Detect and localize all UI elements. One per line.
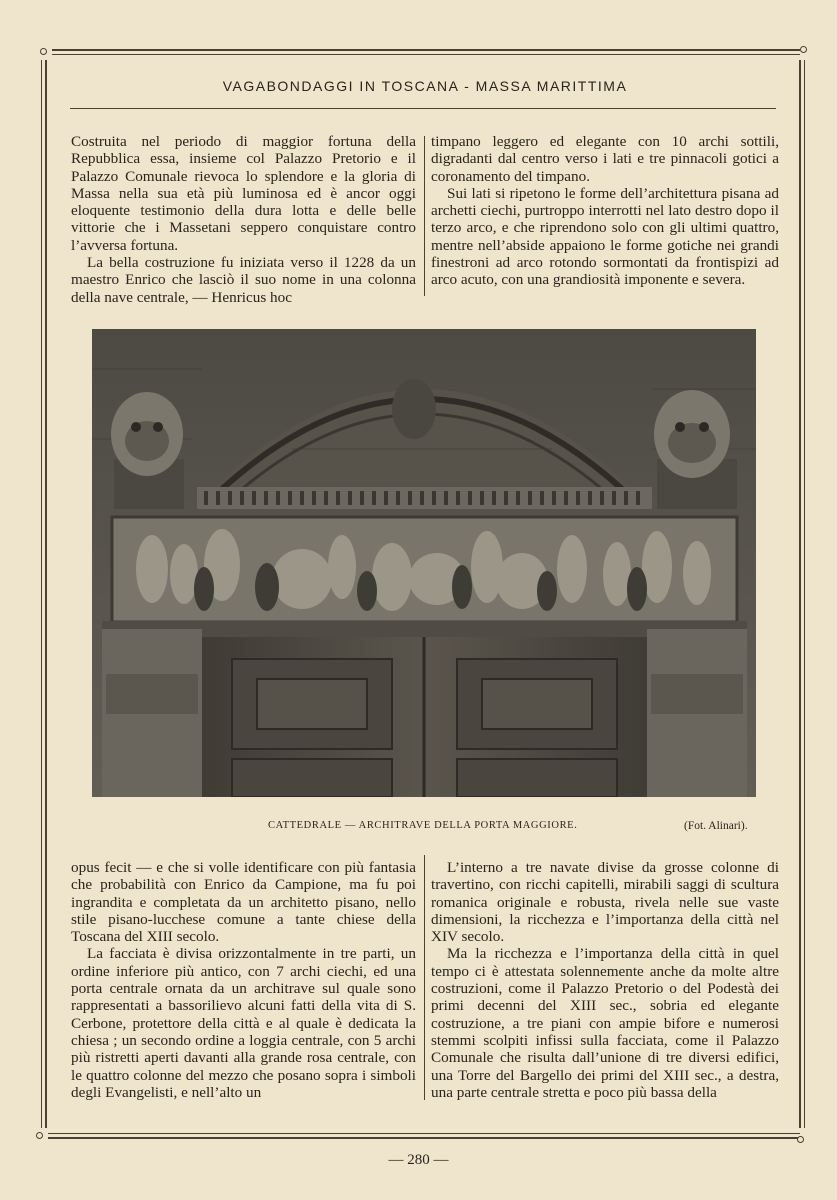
frame-right-rule-thin [804,60,805,1128]
architrave-photo-illustration [92,329,756,797]
header-rule [70,108,776,109]
paragraph: Sui lati si ripetono le forme dell’architettura pisana ad archetti ciechi, purtroppo interrotti nel lato destro dopo il terzo arco, e che riprendono solo con gli ultimi quattro, mentre nell’abside appaiono le forme gotiche nei grandi finestroni ad arco rotondo sormontati da frontispizi ad arco acuto, con una grandiosità imponente e severa. [431,184,779,289]
paragraph: L’interno a tre navate divise da grosse colonne di travertino, con ricchi capitelli, mirabili saggi di scultura romanica originale e robusta, rivela nelle sue vaste dimensioni, la ricchezza e l’importanza della città nel XIV secolo. [431,859,779,946]
frame-corner-ornament [40,48,47,55]
paragraph: opus fecit — e che si volle identificare con più fantasia che probabilità con Enrico da Campione, ma fu poi ingrandita e completata da un architetto pisano, nello stile pisano-lucchese comune a tante chiese della Toscana del XIII secolo. [71,859,416,946]
frame-top-rule [52,49,800,51]
text-column-bottom-left [71,859,416,1101]
text-column-top-left [71,133,416,306]
frame-left-rule [45,60,47,1128]
paragraph: Costruita nel periodo di maggior fortuna della Repubblica essa, insieme col Palazzo Pretorio e il Palazzo Comunale rievoca lo splendore e la gloria di Massa nella sua età più luminosa ed è ancor oggi eloquente testimonio della dura lotta e delle belle vittorie che i Massetani seppero conquistare contro l’avversa fortuna. [71,133,416,254]
photo-credit: (Fot. Alinari). [684,820,748,832]
photo-cathedral-architrave [92,329,756,797]
paragraph: timpano leggero ed elegante con 10 archi sottili, digradanti dal centro verso i lati e tre pinnacoli gotici a coronamento del timpano. [431,133,779,185]
frame-corner-ornament [800,46,807,53]
column-divider [424,136,425,296]
running-title: VAGABONDAGGI IN TOSCANA - MASSA MARITTIMA [222,78,628,94]
figure-caption: CATTEDRALE — ARCHITRAVE DELLA PORTA MAGGIORE. [268,820,578,831]
lion-head-corbel-left [111,392,184,509]
frame-top-rule-thin [52,54,800,55]
frame-bottom-rule [48,1137,800,1139]
column-divider [424,855,425,1100]
paragraph: La facciata è divisa orizzontalmente in tre parti, un ordine inferiore più antico, con 7 archi ciechi, ed una porta centrale ornata da un architrave sul quale sono rappresentati a bassorilievo alcuni fatti della vita di S. Cerbone, protettore della città e al quale è dedicata la chiesa ; un secondo ordine a loggia centrale, con 5 archi più ristretti aperti davanti alla grande rosa centrale, con le quattro colonne del mezzo che posano sopra i simboli degli Evangelisti, e nell’alto un [71,945,416,1101]
text-column-bottom-right [431,859,779,1101]
architrave-relief-frieze [112,517,737,622]
frame-right-rule [799,60,801,1128]
paragraph: La bella costruzione fu iniziata verso il 1228 da un maestro Enrico che lasciò il suo nome in una colonna della nave centrale, — Henricus hoc [71,254,416,306]
frame-left-rule-thin [41,60,42,1128]
frame-corner-ornament [36,1132,43,1139]
text-column-top-right [431,133,779,289]
page-number: — 280 — [388,1152,449,1168]
paragraph: Ma la ricchezza e l’importanza della città in quel tempo ci è attestata solennemente anche da molte altre costruzioni, come il Palazzo Pretorio o del Podestà dei primi decenni del XIII sec., sobria ed elegante costruzione, a tre piani con ampie bifore e numerosi stemmi scolpiti infissi sulla facciata, come il Palazzo Comunale che risulta dall’unione di tre diversi edifici, una Torre del Bargello dei primi del XIII sec., a destra, una parte centrale stretta e poco più bassa della [431,945,779,1101]
frame-corner-ornament [797,1136,804,1143]
frame-bottom-rule-thin [48,1133,800,1134]
